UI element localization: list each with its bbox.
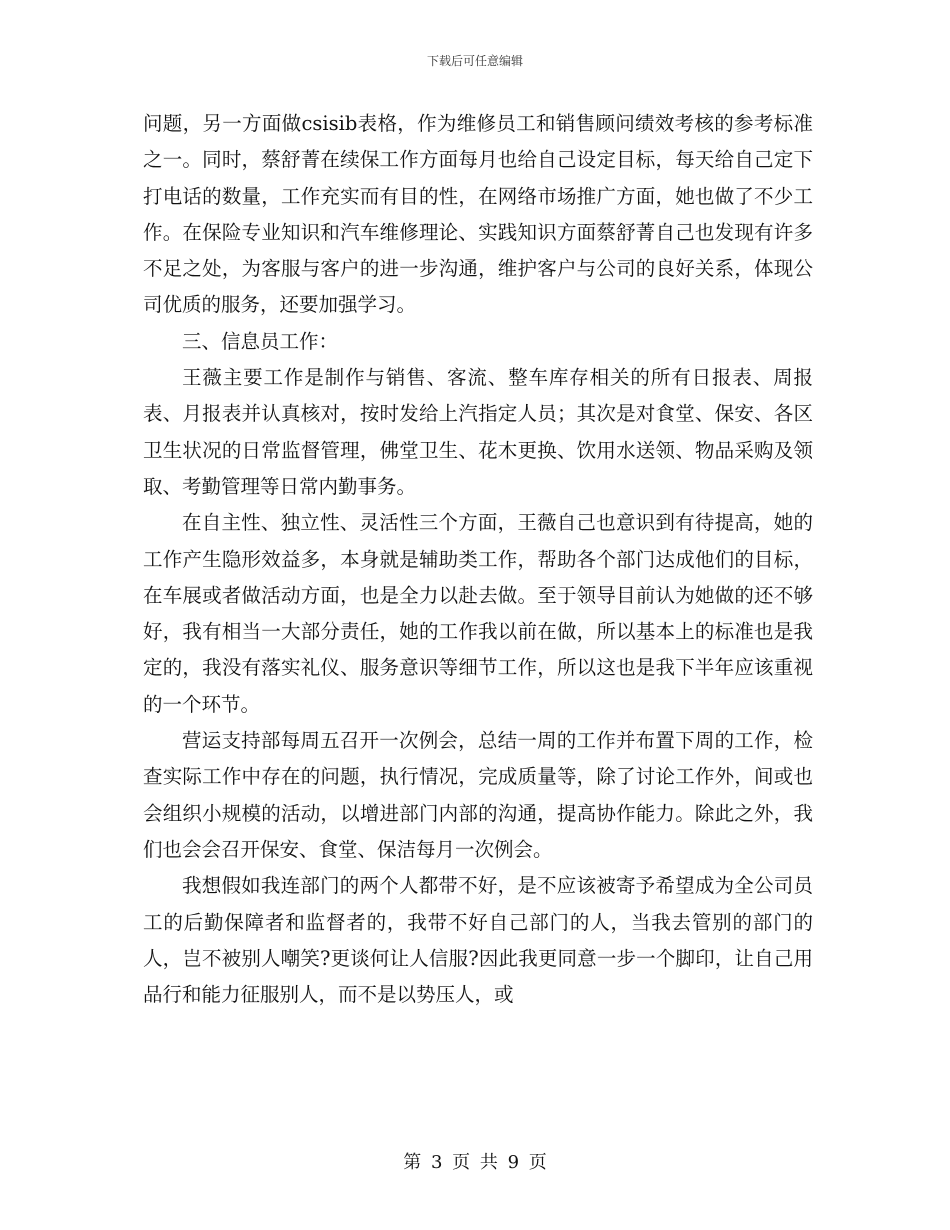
- paragraph: 在自主性、独立性、灵活性三个方面，王薇自己也意识到有待提高，她的工作产生隐形效益多，本身就是辅助类工作，帮助各个部门达成他们的目标，在车展或者做活动方面，也是全力以赴去做。至于领导目前认为她做的还不够好，我有相当一大部分责任，她的工作我以前在做，所以基本上的标准也是我定的，我没有落实礼仪、服务意识等细节工作，所以这也是我下半年应该重视的一个环节。: [143, 511, 813, 716]
- page-header: 下载后可任意编辑: [426, 54, 523, 68]
- page-number-footer: 第 3 页 共 9 页: [403, 1152, 547, 1173]
- paragraph-continued: 问题，另一方面做csisib表格，作为维修员工和销售顾问绩效考核的参考标准之一。同时，蔡舒菁在续保工作方面每月也给自己设定目标，每天给自己定下打电话的数量，工作充实而有目的性，在网络市场推广方面，她也做了不少工作。在保险专业知识和汽车维修理论、实践知识方面蔡舒菁自己也发现有许多不足之处，为客服与客户的进一步沟通，维护客户与公司的良好关系，体现公司优质的服务，还要加强学习。: [143, 112, 813, 317]
- paragraph: 我想假如我连部门的两个人都带不好，是不应该被寄予希望成为全公司员工的后勤保障者和监督者的，我带不好自己部门的人，当我去管别的部门的人，岂不被别人嘲笑?更谈何让人信服?因此我更同意一步一个脚印，让自己用品行和能力征服别人，而不是以势压人，或: [143, 874, 813, 1007]
- paragraph: 王薇主要工作是制作与销售、客流、整车库存相关的所有日报表、周报表、月报表并认真核对，按时发给上汽指定人员；其次是对食堂、保安、各区卫生状况的日常监督管理，佛堂卫生、花木更换、饮用水送领、物品采购及领取、考勤管理等日常内勤事务。: [143, 366, 813, 498]
- paragraph: 营运支持部每周五召开一次例会，总结一周的工作并布置下周的工作，检查实际工作中存在的问题，执行情况，完成质量等，除了讨论工作外，间或也会组织小规模的活动，以增进部门内部的沟通，提高协作能力。除此之外，我们也会会召开保安、食堂、保洁每月一次例会。: [143, 729, 813, 861]
- section-heading: 三、信息员工作：: [182, 329, 339, 353]
- document-body: [143, 106, 813, 1013]
